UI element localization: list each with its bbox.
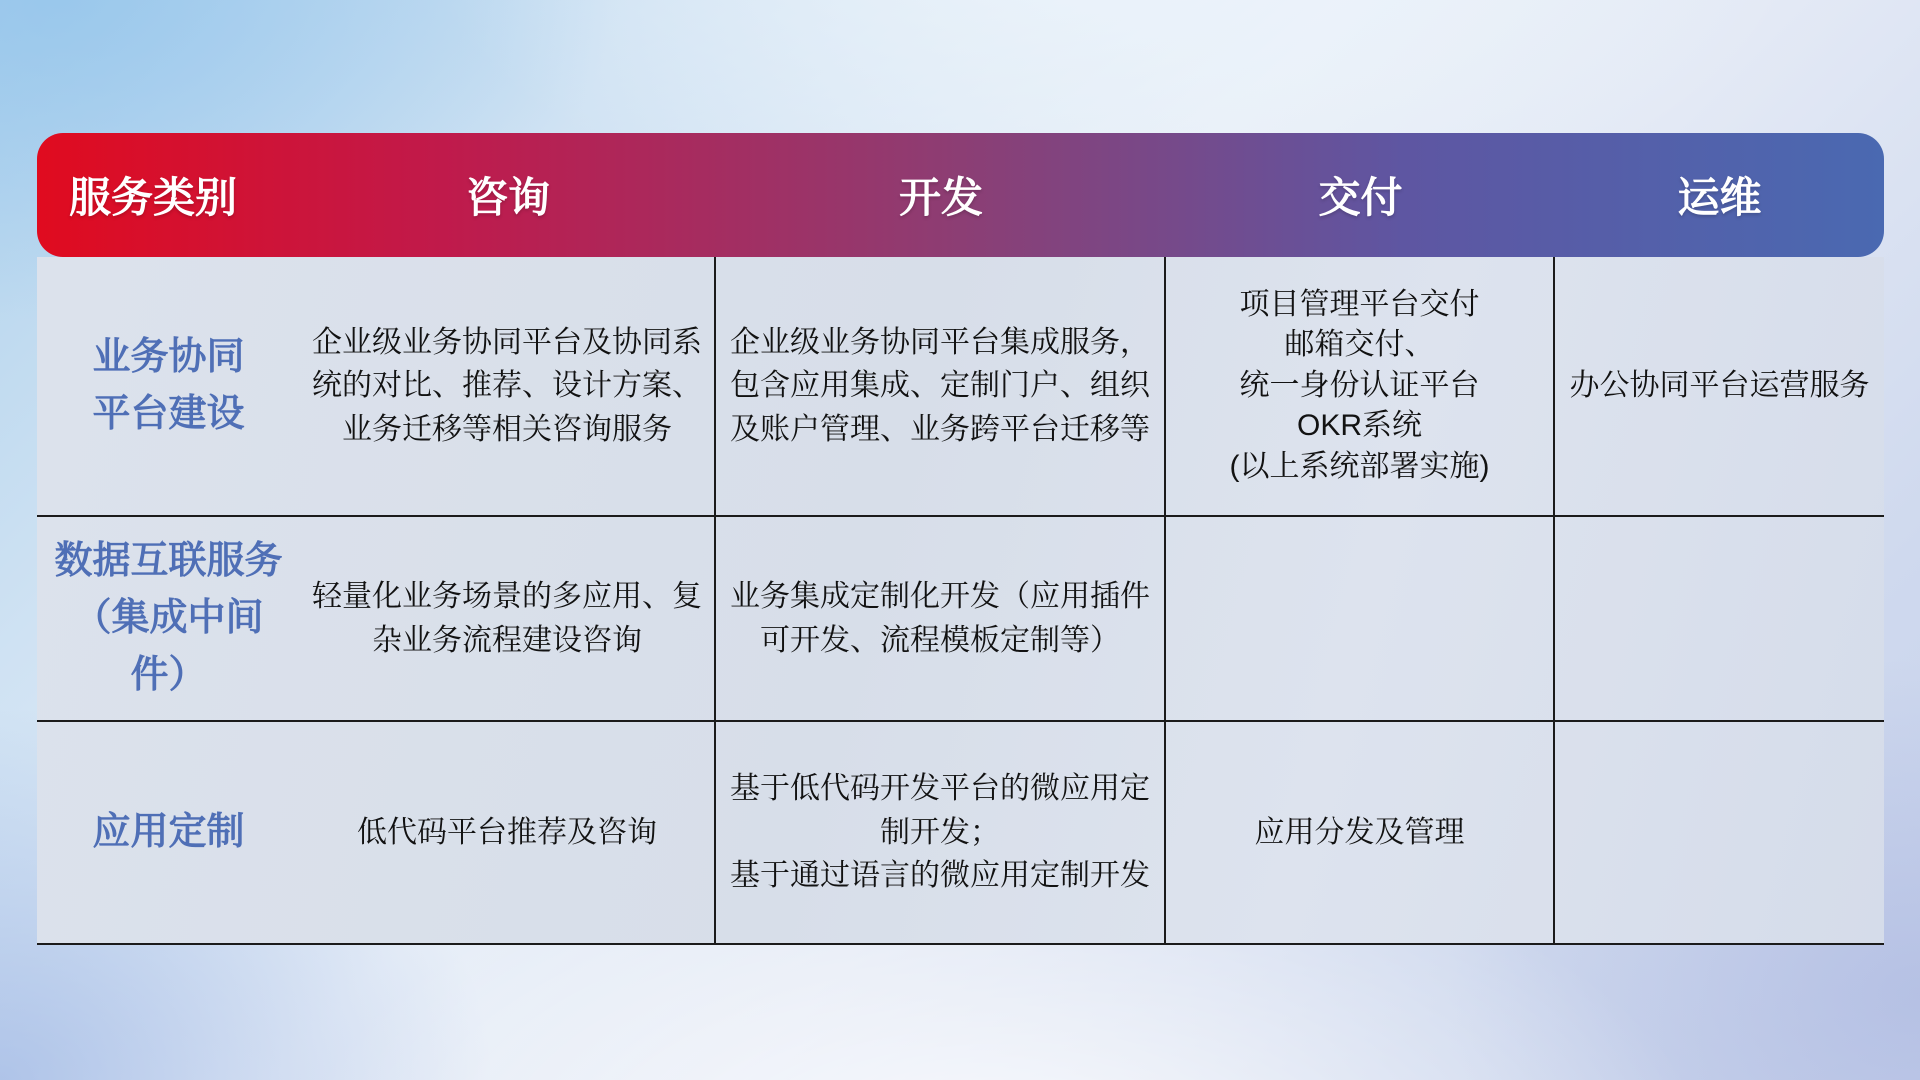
category-line: 应用定制 [92, 811, 245, 853]
table-body [37, 257, 1884, 945]
cell-text: 低代码平台推荐及咨询 [357, 815, 657, 849]
table-header-row [37, 133, 1884, 257]
cell-text: 轻量化业务场景的多应用、复杂业务流程建设咨询 [312, 580, 702, 657]
header-cell-delivery: 交付 [1318, 174, 1403, 221]
cell-text-line: OKR系统 [1296, 409, 1422, 443]
category-line: 数据互联服务 [54, 540, 283, 582]
cell-text: 业务集成定制化开发（应用插件可开发、流程模板定制等） [730, 580, 1150, 657]
cell-text-line: 邮箱交付、 [1284, 328, 1435, 362]
cell-operations [1555, 517, 1884, 720]
service-matrix-table [37, 133, 1884, 945]
category-line: 业务协同 [92, 336, 245, 378]
cell-category [37, 722, 300, 943]
cell-text-line: (以上系统部署实施) [1229, 449, 1490, 483]
table-row [37, 257, 1884, 517]
category-line: （集成中间件） [73, 597, 264, 696]
cell-operations [1555, 722, 1884, 943]
cell-operations [1555, 257, 1884, 515]
header-cell-consulting: 咨询 [465, 174, 550, 221]
cell-development [716, 257, 1166, 515]
cell-consulting [300, 722, 716, 943]
cell-development [716, 517, 1166, 720]
cell-consulting [300, 257, 716, 515]
cell-delivery [1166, 257, 1555, 515]
cell-text: 企业级业务协同平台及协同系统的对比、推荐、设计方案、业务迁移等相关咨询服务 [312, 325, 702, 446]
table-row [37, 517, 1884, 722]
cell-text-line: 基于低代码开发平台的微应用定制开发； [730, 772, 1150, 849]
cell-development [716, 722, 1166, 943]
cell-text-line: 基于通过语言的微应用定制开发 [730, 859, 1150, 893]
cell-text-line: 项目管理平台交付 [1239, 287, 1480, 321]
cell-text: 应用分发及管理 [1254, 815, 1465, 849]
cell-text: 企业级业务协同平台集成服务，包含应用集成、定制门户、组织及账户管理、业务跨平台迁移等 [730, 325, 1150, 446]
cell-category [37, 517, 300, 720]
category-line: 平台建设 [92, 393, 245, 435]
cell-delivery [1166, 517, 1555, 720]
header-cell-category: 服务类别 [69, 174, 238, 221]
cell-consulting [300, 517, 716, 720]
cell-category [37, 257, 300, 515]
cell-delivery [1166, 722, 1555, 943]
cell-text: 办公协同平台运营服务 [1569, 369, 1870, 403]
header-cell-development: 开发 [898, 174, 983, 221]
header-cell-operations: 运维 [1677, 174, 1762, 221]
table-row [37, 722, 1884, 945]
cell-text-line: 统一身份认证平台 [1239, 368, 1480, 402]
